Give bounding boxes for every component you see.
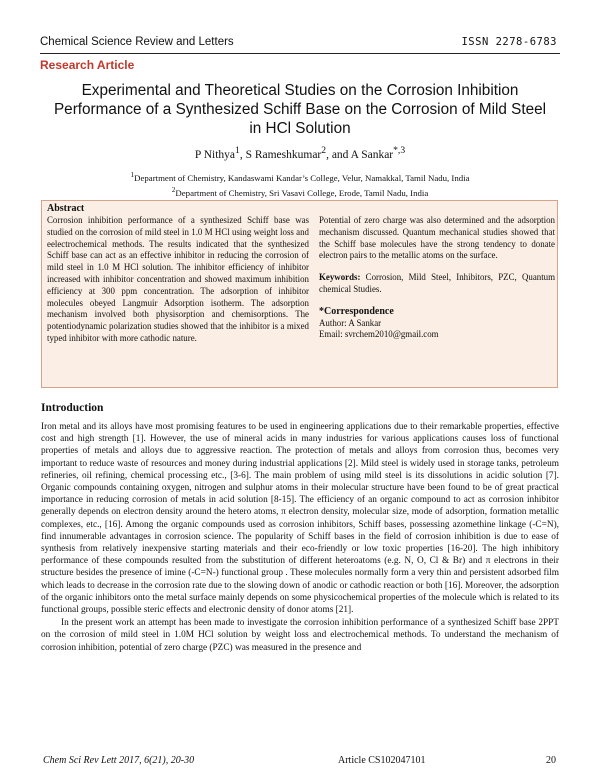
article-type-label: Research Article (40, 58, 135, 72)
header-rule (40, 53, 560, 54)
abstract-text: Corrosion inhibition performance of a synthesized Schiff base was studied on the corrosion of mild steel in 1.0 M HCl using weight loss and eelectrochemical methods. The results indicated that the synthesized Schiff base can act as an effective inhibitor in reducing the corrosion of mild steel in 1.0 M HCl solution. The inhibitor efficiency of inhibitor increased with inhibitor concentration and showed maximum inhibition efficiency at 300 ppm concentration. The adsorption of inhibitor molecules obeyed Langmuir Adsorption isotherm. The adsorption mechanism involved both physisorption and chemisorptions. The potentiodynamic polarization studies showed that the inhibitor is a mixed typed inhibitor with more cathodic nature. (47, 215, 309, 343)
issn-number: ISSN 2278-6783 (461, 36, 557, 48)
section-heading-introduction: Introduction (41, 402, 104, 414)
keywords-label: Keywords: (319, 272, 361, 283)
abstract-left-column (47, 203, 309, 345)
author-affiliation-mark: 1 (235, 145, 240, 156)
journal-name: Chemical Science Review and Letters (40, 36, 234, 48)
affiliation-1: $^1$Department of Chemistry, Kandaswami Kandar’s College, Velur, Namakkal, Tamil Nadu, India (130, 170, 470, 183)
introduction-body (41, 421, 559, 654)
paragraph: Iron metal and its alloys have most promising features to be used in engineering applications due to their remarkable properties, effective cost and high strength [1]. However, the use of mineral acids in many industries for various applications causes loss of functional properties of metals and alloys due to aggressive reaction. The protection of metals and alloys from corrosion thus, becomes very important to reduce waste of resources and money during industrial applications [2]. Mild steel is widely used in storage tanks, petroleum refineries, oil refining, chemical processing etc., [3-6]. The main problem of using mild steel is its dissolutions in acidic solution [7]. Organic compounds containing oxygen, nitrogen and sulphur atoms in their molecular structure have been found to be of great practical importance in reducing corrosion of metals in acid solution [8-15]. The efficiency of an organic compound to act as corrosion inhibitor generally depends on electron density around the hetero atoms, π electron density, molecular size, mode of adsorption, formation metallic complexes, etc., [16]. Among the organic compounds used as corrosion inhibitors, Schiff bases, possessing azomethine linkage (-C=N), find innumerable advantages in corrosion science. The popularity of Schiff bases in the field of corrosion inhibition is due to ease of synthesis from relatively inexpensive starting materials and their eco-friendly or low toxic properties [16-20]. The high inhibitory performance of these compounds resulted from the substitution of different heteroatoms (e.g. N, O, Cl & Br) and π electrons in their structure besides the presence of imine (-C=N-) functional group . These molecules normally form a very thin and persistent adsorbed film which leads to decrease in the corrosion rate due to the slowing down of anodic or cathodic reaction or both [16]. Moreover, the adsorption of the organic inhibitors onto the metal surface mainly depends on some physicochemical properties of the molecule which is related to its functional groups, possible steric effects and electronic density of donor atoms [21]. (41, 422, 559, 616)
author-name: P Nithya (194, 148, 236, 161)
footer-citation: Chem Sci Rev Lett 2017, 6(21), 20-30 (43, 755, 195, 766)
keywords-list: Corrosion, Mild Steel, Inhibitors, PZC, Quantum chemical Studies. (319, 272, 556, 294)
correspondence-heading: *Correspondence (319, 305, 394, 317)
author-name: S Rameshkumar (245, 148, 322, 161)
paragraph: In the present work an attempt has been made to investigate the corrosion inhibition performance of a synthesized Schiff base 2PPT on the corrosion of mild steel in 1.0M HCl solution by weight loss and electrochemical methods. To understand the mechanism of corrosion inhibition, potential of zero charge (PZC) was measured in the presence and (41, 618, 559, 653)
page-number: 20 (546, 755, 556, 766)
author-affiliation-mark: 2 (321, 145, 327, 156)
affiliations (0, 169, 600, 199)
footer-article-id: Article CS102047101 (338, 755, 426, 766)
author-affiliation-mark: *,3 (393, 145, 406, 156)
keywords (319, 272, 555, 296)
author-name: and A Sankar (331, 148, 394, 161)
abstract-box (41, 200, 558, 388)
paper-title: Experimental and Theoretical Studies on the Corrosion Inhibition Performance of a Synthesized Schiff Base on the Corrosion of Mild Steel in HCl Solution (53, 82, 547, 137)
abstract-text-continued: Potential of zero charge was also determined and the adsorption mechanism discussed. Quantum mechanical studies showed that the Schiff base molecules have the strong tendency to donate electron pairs to the metallic atoms on the surface. (319, 215, 555, 261)
correspondence-author: Author: A Sankar (319, 317, 382, 328)
affiliation-2: $^2$Department of Chemistry, Sri Vasavi College, Erode, Tamil Nadu, India (171, 184, 429, 198)
abstract-heading: Abstract (47, 203, 85, 214)
author-list: P Nithya$^1$, S Rameshkumar$^2$, and A Sankar$^{*,3}$ (194, 145, 406, 161)
abstract-right-column (319, 215, 555, 341)
correspondence-email[interactable]: Email: svrchem2010@gmail.com (319, 329, 439, 340)
